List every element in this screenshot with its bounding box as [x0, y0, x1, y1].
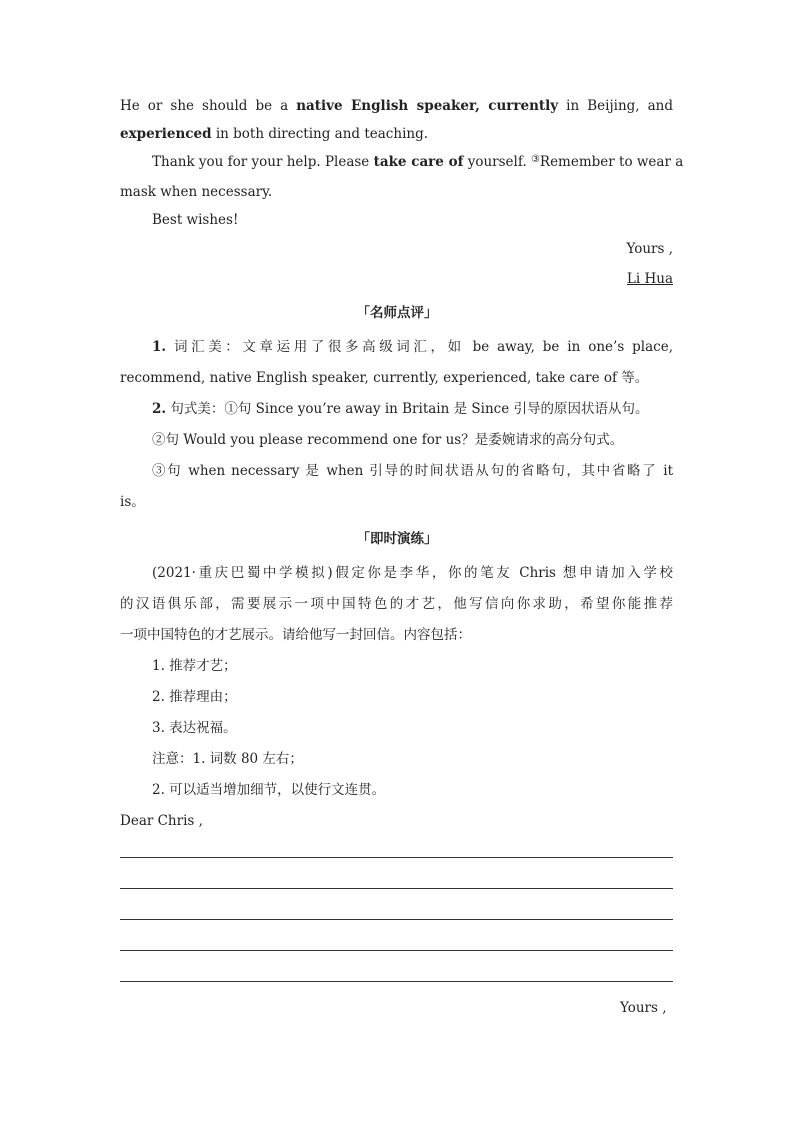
letter-sign-yours: Yours , — [626, 241, 673, 257]
review-item-2-line: is。 — [120, 494, 145, 510]
text-span: 句式美：①句 Since you’re away in Britain 是 Since 引导的原因状语从句。 — [166, 401, 649, 417]
practice-note: 2. 可以适当增加细节，以使行文连贯。 — [152, 782, 386, 798]
bold-phrase: take care of — [373, 154, 464, 170]
answer-line — [120, 950, 673, 951]
practice-point: 2. 推荐理由； — [152, 689, 237, 705]
letter-line — [120, 125, 428, 143]
review-item-1-cont: recommend, native English speaker, currently, experienced, take care of 等。 — [120, 370, 649, 386]
answer-line — [120, 919, 673, 920]
letter-line — [120, 97, 673, 115]
practice-point: 1. 推荐才艺； — [152, 658, 237, 674]
practice-heading: 「即时演练」 — [356, 531, 438, 547]
text-span: 词汇美：文章运用了很多高级词汇，如 be away, be in one’s place, — [166, 339, 673, 355]
text-span: in Beijing, and — [558, 98, 673, 114]
review-item-1 — [152, 338, 673, 356]
review-item-2-line: ②句 Would you please recommend one for us？是委婉请求的高分句式。 — [152, 432, 624, 448]
review-item-2-line: ③句 when necessary 是 when 引导的时间状语从句的省略句，其中省略了 it — [152, 463, 673, 479]
letter-line — [152, 153, 684, 173]
letter-sign-name: Li Hua — [626, 271, 673, 287]
review-item-2 — [152, 400, 649, 418]
review-heading: 「名师点评」 — [356, 305, 438, 321]
letter-closing: Best wishes! — [152, 212, 239, 228]
answer-line — [120, 857, 673, 858]
bold-phrase: experienced — [120, 126, 212, 142]
text-span: Remember to wear a — [539, 154, 684, 170]
answer-line — [120, 981, 673, 982]
item-number: 1. — [152, 339, 167, 355]
item-number: 2. — [152, 401, 167, 417]
text-span: Thank you for your help. Please — [152, 154, 374, 170]
practice-point: 3. 表达祝福。 — [152, 720, 237, 736]
practice-note: 注意：1. 词数 80 左右； — [152, 751, 303, 767]
sentence-marker: ③ — [530, 154, 540, 165]
answer-line — [120, 888, 673, 889]
text-span: yourself. — [463, 154, 531, 170]
practice-intro-line: 的汉语俱乐部，需要展示一项中国特色的才艺，他写信向你求助，希望你能推荐 — [120, 596, 673, 612]
practice-intro-line: (2021·重庆巴蜀中学模拟)假定你是李华，你的笔友 Chris 想申请加入学校 — [152, 565, 673, 581]
text-span: He or she should be a — [120, 98, 297, 114]
bold-phrase: native English speaker, currently — [296, 98, 559, 114]
practice-salutation: Dear Chris , — [120, 813, 203, 829]
practice-intro-line: 一项中国特色的才艺展示。请给他写一封回信。内容包括： — [120, 627, 471, 643]
text-span: in both directing and teaching. — [211, 126, 429, 142]
practice-sign-yours: Yours , — [620, 1000, 667, 1016]
letter-line: mask when necessary. — [120, 184, 273, 200]
